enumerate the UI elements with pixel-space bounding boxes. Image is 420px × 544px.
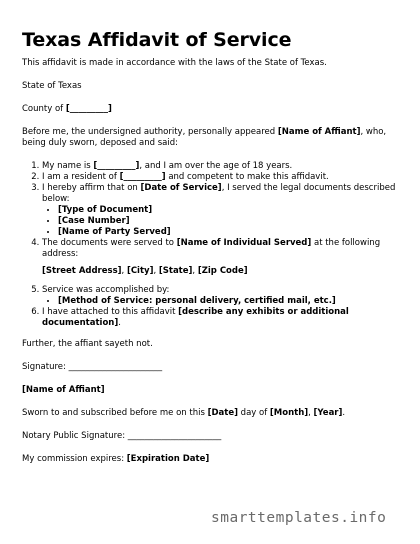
notary-label: Notary Public Signature: [22,431,128,441]
month-placeholder: [Month] [269,408,309,418]
appearance-before: Before me, the undersigned authority, personally appeared [22,127,278,137]
affiant-name-line [22,385,402,396]
list-item [42,183,402,238]
affiant-name-placeholder: [Name of Affiant] [22,385,105,395]
item-text: I am a resident of [42,172,120,182]
signature-blank: ______________________ [68,362,163,372]
commission-label: My commission expires: [22,454,127,464]
address-line [42,266,402,277]
served-documents-list [42,205,402,238]
statement-list [22,161,402,329]
sworn-text: day of [237,408,270,418]
item-text: I hereby affirm that on [42,183,141,193]
city-placeholder: [City] [126,266,154,276]
notary-blank: ______________________ [127,431,222,441]
sub-list-item [58,296,402,307]
page-title: Texas Affidavit of Service [22,29,292,51]
county-label: County of [22,104,66,114]
county-blank: [_________] [65,104,112,114]
appearance-paragraph [22,127,402,149]
item-text: Service was accomplished by: [42,285,170,295]
service-method-list [42,296,402,307]
intro-paragraph: This affidavit is made in accordance with the laws of the State of Texas. [22,58,327,68]
item-placeholder: [_________] [119,172,166,182]
sworn-text: , [308,408,314,418]
state-line: State of Texas [22,81,82,91]
signature-label: Signature: [22,362,69,372]
sworn-statement [22,408,402,419]
year-placeholder: [Year] [313,408,343,418]
case-number-placeholder: [Case Number] [58,216,130,226]
item-text: The documents were served to [42,238,177,248]
list-item [42,285,402,307]
item-text: at the following address: [42,238,381,259]
individual-served-placeholder: [Name of Individual Served] [176,238,312,248]
separator: , [121,266,127,276]
document-type-placeholder: [Type of Document] [58,205,153,215]
item-text: and competent to make this affidavit. [165,172,329,182]
sub-list-item [58,227,402,238]
date-of-service-placeholder: [Date of Service] [140,183,222,193]
item-text: , and I am over the age of 18 years. [139,161,293,171]
zip-placeholder: [Zip Code] [197,266,248,276]
state-placeholder: [State] [158,266,193,276]
exhibits-placeholder: [describe any exhibits or additional documentation] [42,307,349,328]
sub-list-item [58,216,402,227]
expiration-date-placeholder: [Expiration Date] [126,454,210,464]
item-text: My name is [42,161,94,171]
list-item [42,161,402,172]
separator: , [153,266,159,276]
notary-signature-line [22,431,402,442]
item-text: . [118,318,121,328]
service-method-placeholder: [Method of Service: personal delivery, certified mail, etc.] [58,296,336,306]
item-placeholder: [_________] [93,161,140,171]
site-watermark: smarttemplates.info [211,510,387,526]
document-body [22,58,402,477]
list-item [42,172,402,183]
signature-line [22,362,402,373]
list-item [42,307,402,329]
list-item [42,238,402,277]
sworn-text: Sworn to and subscribed before me on this [22,408,208,418]
item-text: , I served the legal documents described below: [42,183,396,204]
further-statement: Further, the affiant sayeth not. [22,339,153,349]
commission-line [22,454,402,465]
county-line [22,104,402,115]
appearance-after: , who, being duly sworn, deposed and said: [22,127,387,148]
affiant-name-placeholder: [Name of Affiant] [277,127,361,137]
party-served-placeholder: [Name of Party Served] [58,227,171,237]
item-text: I have attached to this affidavit [42,307,179,317]
separator: , [192,266,198,276]
date-placeholder: [Date] [207,408,238,418]
sworn-text: . [342,408,346,418]
sub-list-item [58,205,402,216]
street-placeholder: [Street Address] [42,266,122,276]
